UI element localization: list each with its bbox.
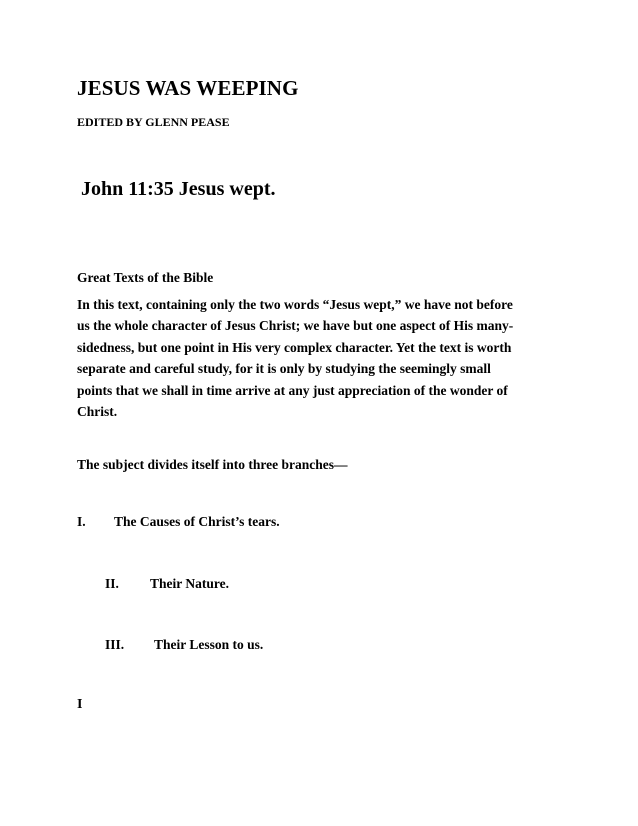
source-heading: Great Texts of the Bible <box>77 270 214 285</box>
paragraph-line: Christ. <box>77 404 118 420</box>
outline-numeral: III. <box>105 637 125 652</box>
document-title: JESUS WAS WEEPING <box>77 76 299 100</box>
outline-numeral: I. <box>77 514 86 529</box>
paragraph-line: points that we shall in time arrive at any just appreciation of the wonder of <box>77 382 508 398</box>
paragraph-line: sidedness, but one point in His very complex character. Yet the text is worth <box>77 339 512 355</box>
outline-numeral: II. <box>105 576 119 591</box>
outline-intro: The subject divides itself into three branches— <box>77 457 348 472</box>
paragraph-line: separate and careful study, for it is only by studying the seemingly small <box>77 361 491 377</box>
scripture-verse: John 11:35 Jesus wept. <box>81 178 276 200</box>
outline-item-label: The Causes of Christ’s tears. <box>114 514 280 529</box>
section-marker: I <box>77 697 83 712</box>
body-paragraph <box>77 294 567 422</box>
paragraph-line: us the whole character of Jesus Christ; we have but one aspect of His many- <box>77 318 514 334</box>
paragraph-line: In this text, containing only the two words “Jesus wept,” we have not before <box>77 297 513 312</box>
document-author: EDITED BY GLENN PEASE <box>77 115 230 129</box>
outline-item-label: Their Lesson to us. <box>154 637 264 652</box>
outline-item-label: Their Nature. <box>150 576 229 591</box>
